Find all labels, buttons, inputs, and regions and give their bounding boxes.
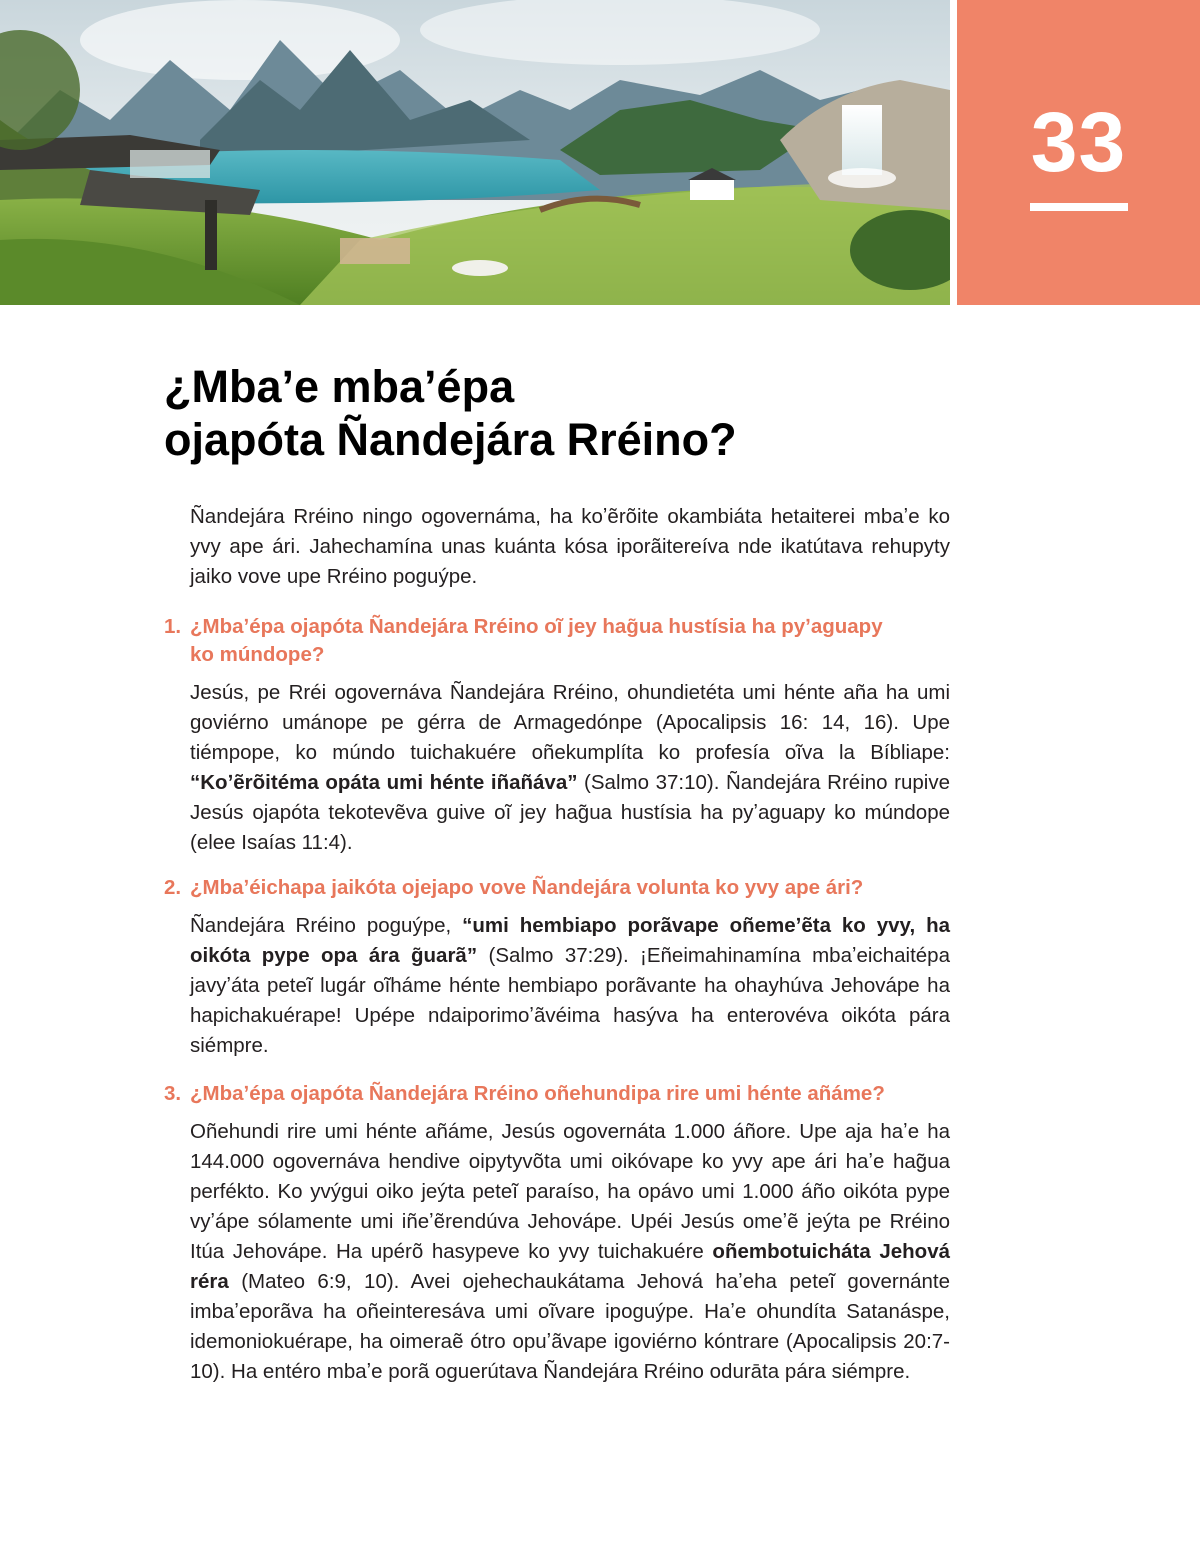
question-heading-text: ¿Mbaʼéichapa jaikóta ojejapo vove Ñandejára volunta ko yvy ape ári? [190, 876, 864, 899]
paradise-landscape-image [0, 0, 950, 305]
question-section-2 [164, 874, 964, 1061]
answer-text: (Mateo 6:9, 10). Avei ojehechaukátama Jehová haʼeha peteĩ governánte imbaʼeporãva ha oñeinteresáva umi oĩvare ipoguýpe. Haʼe ohundíta Satanáspe, idemoniokuérape, ha oimeraẽ ótro opuʼãvape igoviérno kóntrare (Apocalipsis 20:7-10). Ha entéro mbaʼe porã oguerútava Ñandejára Rréino odurāta pára siémpre. [190, 1270, 950, 1383]
scripture-quote: “umi hembiapo porãvape oñemeʼẽta ko yvy, ha oikóta pype opa ára g̃uarã” [190, 914, 950, 967]
emphasis-text: oñembotuicháta Jehová réra [190, 1240, 950, 1293]
question-section-1 [164, 613, 964, 858]
question-answer [190, 1117, 950, 1387]
question-heading-text: ¿Mbaʼépa ojapóta Ñandejára Rréino oĩ jey hag̃ua hustísia ha pyʼaguapy ko múndope? [190, 615, 883, 666]
question-heading [164, 613, 964, 669]
scripture-quote: “Koʼẽrõitéma opáta umi hénte iñañáva” [190, 771, 578, 794]
lesson-number: 33 [1030, 95, 1127, 189]
question-answer [190, 911, 950, 1061]
answer-text: Oñehundi rire umi hénte añáme, Jesús ogovernáta 1.000 áñore. Upe aja haʼe ha 144.000 ogovernáva hendive oipytyvõta umi oikóvape ko yvy ape ári haʼe hag̃ua perfékto. Ko yvýgui oiko jeýta peteĩ paraíso, ha opávo umi 1.000 áño oikóta pype vyʼápe sólamente umi iñeʼẽrendúva Jehovápe. Upéi Jesús omeʼẽ jeýta pe Rréino Itúa Jehovápe. Ha upérõ hasypeve ko yvy tuichakuére [190, 1120, 950, 1263]
lesson-number-underline [1030, 203, 1128, 211]
page-title-line-2: ojapóta Ñandejára Rréino? [164, 414, 737, 465]
answer-text: (Salmo 37:29). ¡Eñeimahinamína mbaʼeichaitépa javyʼáta peteĩ lugár oĩháme hénte hembiapo porãvante ha ohayhúva Jehovápe ha hapichakuérape! Upépe ndaiporimoʼãvéima hasýva ha enterovéva oikóta pára siémpre. [190, 944, 950, 1057]
question-heading [164, 1080, 964, 1108]
lesson-number-tab [957, 0, 1200, 305]
question-section-3 [164, 1080, 964, 1387]
page-title-line-1: ¿Mbaʼe mbaʼépa [164, 361, 515, 412]
page-title [164, 360, 924, 466]
answer-text: Jesús, pe Rréi ogovernáva Ñandejára Rréino, ohundietéta umi hénte aña ha umi goviérno umánope pe gérra de Armagedónpe (Apocalipsis 16: 14, 16). Upe tiémpope, ko múndo tuichakuére oñekumplíta ko profesía oĩva la Bíbliape: [190, 681, 950, 764]
question-number: 1. [164, 615, 182, 638]
landscape-illustration [0, 0, 950, 305]
question-answer [190, 678, 950, 858]
question-number: 2. [164, 876, 182, 899]
answer-text: Ñandejára Rréino poguýpe, [190, 914, 463, 937]
question-heading [164, 874, 964, 902]
answer-text: (Salmo 37:10). Ñandejára Rréino rupive Jesús ojapóta tekotevẽva guive oĩ jey hag̃ua hustísia ha pyʼaguapy ko múndope (elee Isaías 11:4). [190, 771, 950, 854]
question-number: 3. [164, 1082, 182, 1105]
question-heading-text: ¿Mbaʼépa ojapóta Ñandejára Rréino oñehundipa rire umi hénte añáme? [190, 1082, 885, 1105]
intro-paragraph: Ñandejára Rréino ningo ogovernáma, ha koʼẽrõite okambiáta hetaiterei mbaʼe ko yvy ape ári. Jahechamína unas kuánta kósa iporãitereíva nde ikatútava rehupyty jaiko vove upe Rréino poguýpe. [190, 505, 950, 588]
